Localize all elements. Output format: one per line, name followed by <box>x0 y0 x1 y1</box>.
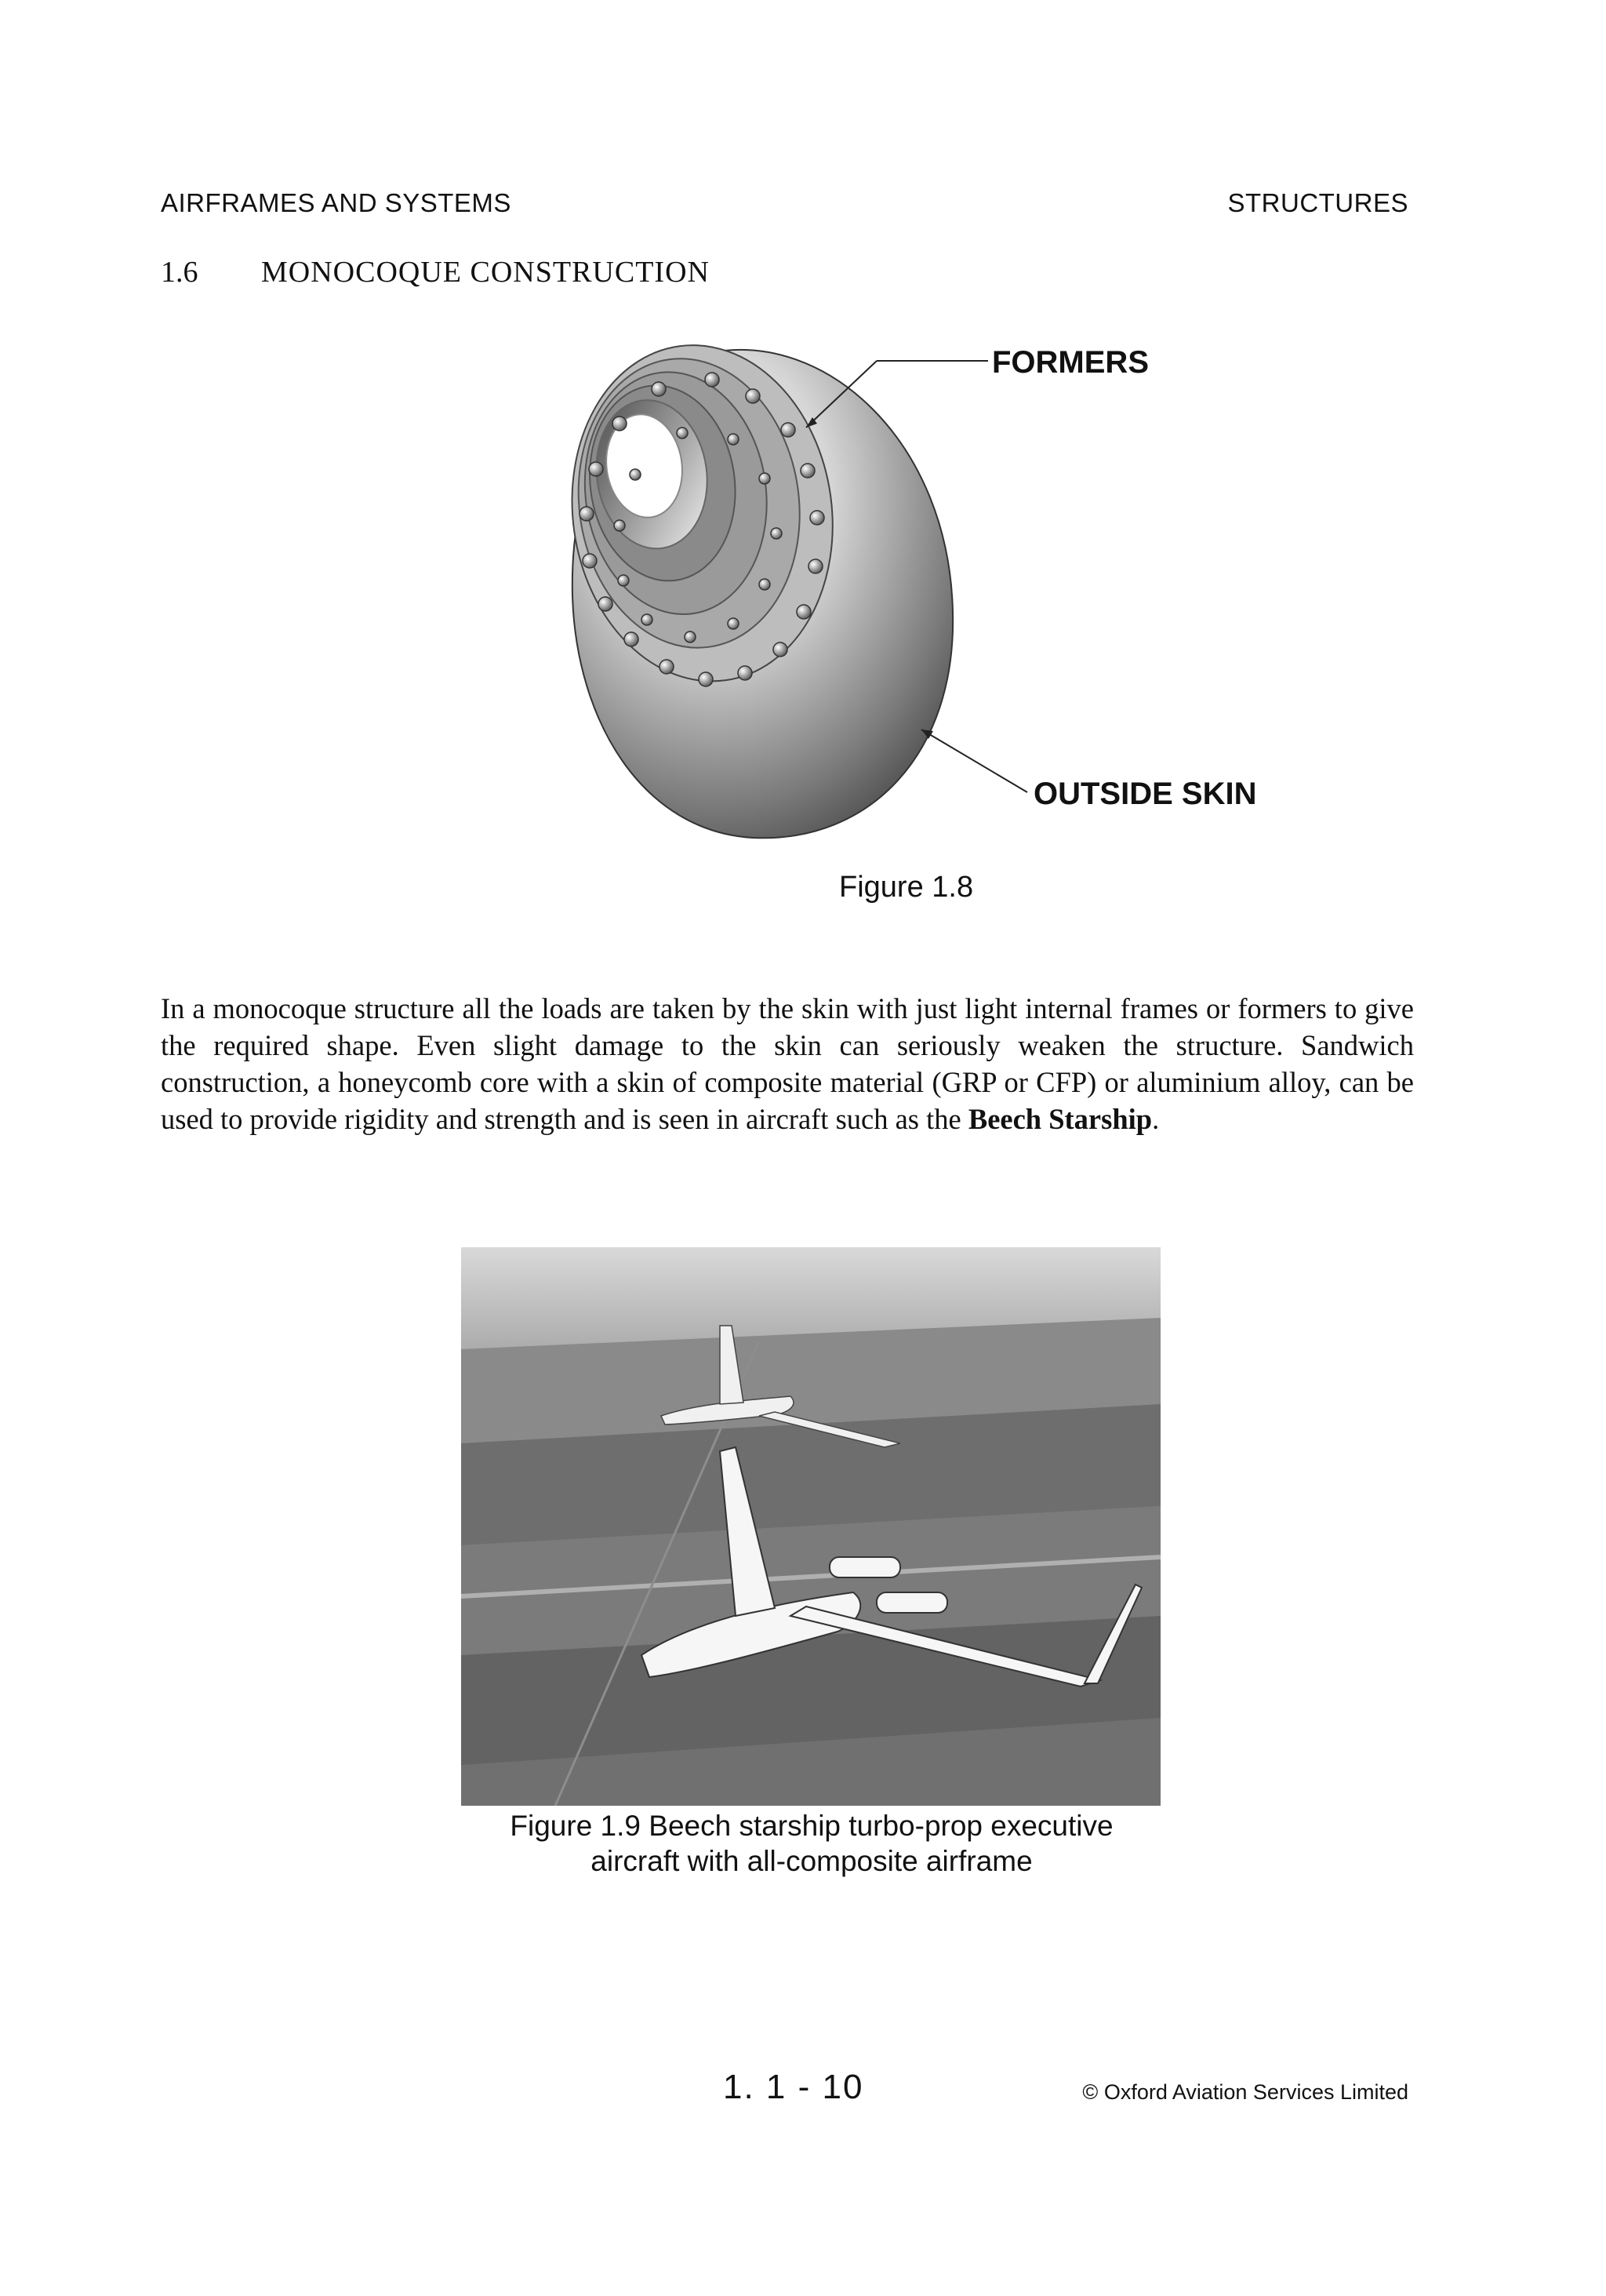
figure-1-9-caption-line2: aircraft with all-composite airframe <box>590 1845 1033 1877</box>
monocoque-diagram <box>541 329 1294 847</box>
section-title: MONOCOQUE CONSTRUCTION <box>261 256 710 289</box>
figure-1-8-caption: Figure 1.8 <box>839 871 974 904</box>
paragraph-bold-term: Beech Starship <box>968 1103 1153 1135</box>
running-header-right: STRUCTURES <box>1227 188 1408 217</box>
paragraph-text: In a monocoque structure all the loads are taken by the skin with just light internal frames or formers to give the required shape. Even slight damage to the skin can seriously weaken the structure. Sandwich construction, a honeycomb core with a skin of composite material (GRP or CFP) or aluminium alloy, can be used to provide rigidity and strength and is seen in aircraft such as the <box>161 992 1414 1135</box>
section-number: 1.6 <box>161 256 198 289</box>
running-header-left: AIRFRAMES AND SYSTEMS <box>161 188 511 217</box>
body-paragraph <box>161 990 1414 1137</box>
outside-skin-label: OUTSIDE SKIN <box>1034 777 1257 811</box>
figure-1-9-caption-line1: Figure 1.9 Beech starship turbo-prop executive <box>510 1810 1114 1842</box>
figure-1-9-caption <box>439 1808 1184 1879</box>
paragraph-end: . <box>1152 1103 1160 1135</box>
formers-label: FORMERS <box>992 345 1149 380</box>
beech-starship-photo <box>461 1247 1161 1806</box>
page-number: 1. 1 - 10 <box>723 2068 864 2106</box>
copyright-notice: © Oxford Aviation Services Limited <box>1082 2080 1408 2104</box>
